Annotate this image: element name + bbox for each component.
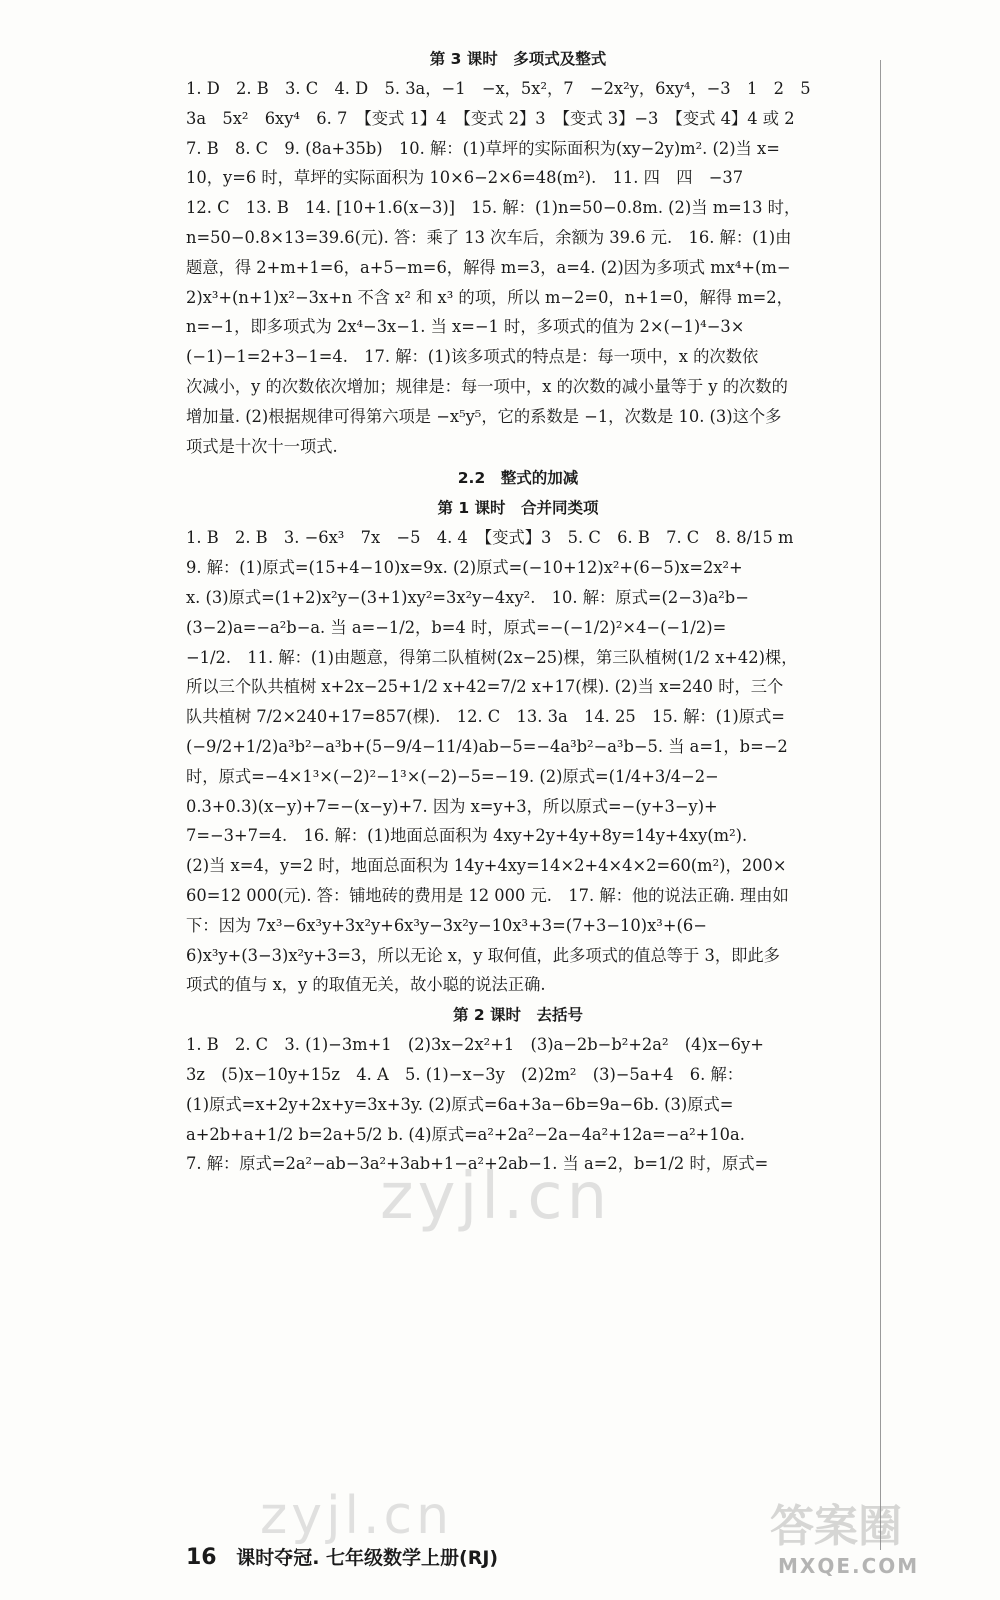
lesson-2-answers bbox=[186, 1030, 850, 1179]
text-line: (−9/2+1/2)a³b²−a³b+(5−9/4−11/4)ab−5=−4a³b²−a³b−5. 当 a=1，b=−2 bbox=[186, 736, 788, 756]
watermark-bottom: zyjl.cn bbox=[260, 1486, 454, 1546]
text-line: −1/2. 11. 解：(1)由题意，得第二队植树(2x−25)棵，第三队植树(1/2 x+42)棵， bbox=[186, 647, 798, 667]
text-line: (1)原式=x+2y+2x+y=3x+3y. (2)原式=6a+3a−6b=9a−6b. (3)原式= bbox=[186, 1094, 734, 1114]
text-line: 1. B 2. C 3. (1)−3m+1 (2)3x−2x²+1 (3)a−2b−b²+2a² (4)x−6y+ bbox=[186, 1035, 764, 1055]
watermark-center: zyjl.cn bbox=[380, 1160, 612, 1234]
lesson-heading-1: 第 1 课时 合并同类项 bbox=[437, 499, 599, 518]
text-line: x. (3)原式=(1+2)x²y−(3+1)xy²=3x²y−4xy². 10. 解：原式=(2−3)a²b− bbox=[186, 587, 749, 607]
text-line: 题意，得 2+m+1=6，a+5−m=6，解得 m=3，a=4. (2)因为多项式 mx⁴+(m− bbox=[186, 257, 791, 277]
text-line: 60=12 000(元). 答：铺地砖的费用是 12 000 元. 17. 解：他的说法正确. 理由如 bbox=[186, 885, 789, 905]
text-line: 所以三个队共植树 x+2x−25+1/2 x+42=7/2 x+17(棵). (2)当 x=240 时，三个 bbox=[186, 677, 784, 697]
text-line: (2)当 x=4，y=2 时，地面总面积为 14y+4xy=14×2+4×4×2=60(m²)，200× bbox=[186, 856, 787, 876]
text-line: 0.3+0.3)(x−y)+7=−(x−y)+7. 因为 x=y+3，所以原式=−(y+3−y)+ bbox=[186, 796, 718, 816]
text-line: (3−2)a=−a²b−a. 当 a=−1/2，b=4 时，原式=−(−1/2)²×4−(−1/2)= bbox=[186, 617, 727, 637]
book-title: 课时夺冠. 七年级数学上册(RJ) bbox=[236, 1547, 499, 1569]
text-line: (−1)−1=2+3−1=4. 17. 解：(1)该多项式的特点是：每一项中，x 的次数依 bbox=[186, 347, 759, 367]
text-line: 3z (5)x−10y+15z 4. A 5. (1)−x−3y (2)2m² (3)−5a+4 6. 解： bbox=[186, 1064, 744, 1084]
text-line: n=50−0.8×13=39.6(元). 答：乘了 13 次车后，余额为 39.6 元. 16. 解：(1)由 bbox=[186, 227, 792, 247]
page-footer bbox=[186, 1543, 498, 1570]
page-number: 16 bbox=[186, 1545, 217, 1570]
text-line: 增加量. (2)根据规律可得第六项是 −x⁵y⁵，它的系数是 −1，次数是 10. (3)这个多 bbox=[186, 406, 782, 426]
lesson-heading-2: 第 2 课时 去括号 bbox=[452, 1006, 584, 1025]
text-line: 队共植树 7/2×240+17=857(棵). 12. C 13. 3a 14. 25 15. 解：(1)原式= bbox=[186, 707, 785, 727]
section-heading-2-2: 2.2 整式的加减 bbox=[457, 469, 579, 488]
right-margin-rule bbox=[880, 60, 881, 1550]
text-line: 次减小，y 的次数依次增加；规律是：每一项中，x 的次数的减小量等于 y 的次数的 bbox=[186, 376, 788, 396]
watermark-logo-mark: 答案圈 bbox=[770, 1501, 902, 1552]
text-line: 6)x³y+(3−3)x²y+3=3，所以无论 x，y 取何值，此多项式的值总等于 3，即此多 bbox=[186, 945, 780, 965]
text-line: 1. D 2. B 3. C 4. D 5. 3a，−1 −x，5x²，7 −2x²y，6xy⁴，−3 1 2 5 bbox=[186, 79, 811, 98]
text-line: 12. C 13. B 14. [10+1.6(x−3)] 15. 解：(1)n=50−0.8m. (2)当 m=13 时， bbox=[186, 198, 801, 218]
text-line: 9. 解：(1)原式=(15+4−10)x=9x. (2)原式=(−10+12)x²+(6−5)x=2x²+ bbox=[186, 558, 743, 578]
text-line: 时，原式=−4×1³×(−2)²−1³×(−2)−5=−19. (2)原式=(1/4+3/4−2− bbox=[186, 766, 719, 786]
text-line: 1. B 2. B 3. −6x³ 7x −5 4. 4 【变式】3 5. C 6. B 7. C 8. 8/15 m bbox=[186, 528, 794, 548]
text-line: 下：因为 7x³−6x³y+3x²y+6x³y−3x²y−10x³+3=(7+3−10)x³+(6− bbox=[186, 915, 707, 935]
text-line: a+2b+a+1/2 b=2a+5/2 b. (4)原式=a²+2a²−2a−4a²+12a=−a²+10a. bbox=[186, 1124, 745, 1144]
lesson-heading-3: 第 3 课时 多项式及整式 bbox=[429, 50, 607, 68]
text-line: 项式的值与 x，y 的取值无关，故小聪的说法正确. bbox=[186, 975, 546, 995]
lesson-3-answers bbox=[186, 74, 850, 461]
text-line: 7. B 8. C 9. (8a+35b) 10. 解：(1)草坪的实际面积为(xy−2y)m². (2)当 x= bbox=[186, 138, 780, 158]
text-line: 7. 解：原式=2a²−ab−3a²+3ab+1−a²+2ab−1. 当 a=2，b=1/2 时，原式= bbox=[186, 1154, 769, 1174]
watermark-logo-site: MXQE.COM bbox=[778, 1554, 920, 1578]
text-line: n=−1，即多项式为 2x⁴−3x−1. 当 x=−1 时，多项式的值为 2×(−1)⁴−3× bbox=[186, 317, 745, 337]
text-line: 10，y=6 时，草坪的实际面积为 10×6−2×6=48(m²). 11. 四 四 −37 bbox=[186, 168, 744, 188]
text-line: 项式是十次十一项式. bbox=[186, 436, 338, 456]
text-line: 7=−3+7=4. 16. 解：(1)地面总面积为 4xy+2y+4y+8y=14y+4xy(m²). bbox=[186, 826, 748, 846]
watermark-logo bbox=[770, 1490, 970, 1590]
lesson-1-answers bbox=[186, 523, 850, 1000]
text-line: 2)x³+(n+1)x²−3x+n 不含 x² 和 x³ 的项，所以 m−2=0，n+1=0，解得 m=2， bbox=[186, 287, 793, 307]
answer-content bbox=[186, 44, 850, 1179]
text-line: 3a 5x² 6xy⁴ 6. 7 【变式 1】4 【变式 2】3 【变式 3】−3 【变式 4】4 或 2 bbox=[186, 108, 795, 128]
